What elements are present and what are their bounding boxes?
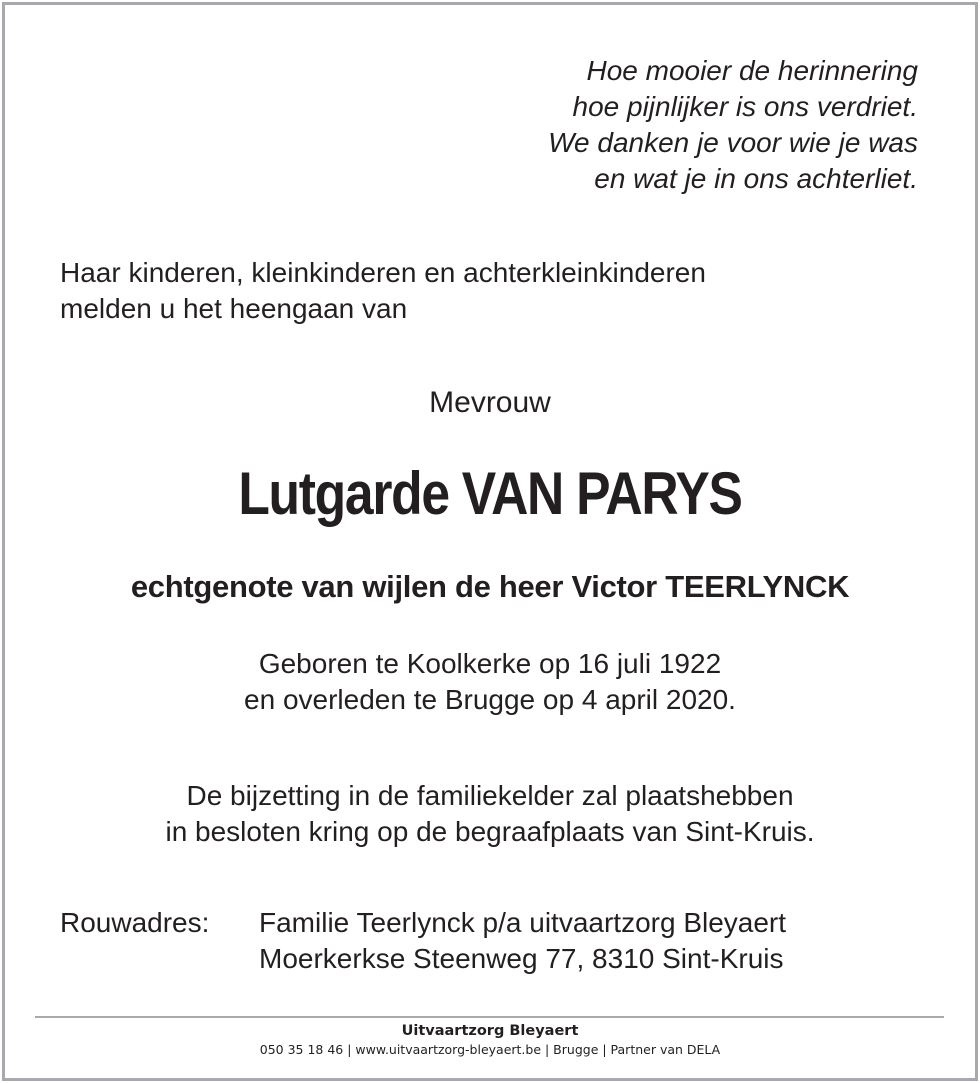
address-line: Familie Teerlynck p/a uitvaartzorg Bleyaert [259, 907, 787, 938]
address-label: Rouwadres: [60, 907, 210, 938]
announcement [60, 255, 706, 327]
poem-line: Hoe mooier de herinnering [586, 55, 918, 86]
death-line: en overleden te Brugge op 4 april 2020. [244, 684, 736, 715]
poem-line: hoe pijnlijker is ons verdriet. [572, 91, 918, 122]
burial-line: De bijzetting in de familiekelder zal plaatshebben [186, 780, 794, 811]
footer-contact: 050 35 18 46 | www.uitvaartzorg-bleyaert.be | Brugge | Partner van DELA [259, 1042, 721, 1057]
honorific: Mevrouw [429, 386, 551, 419]
memorial-poem [548, 53, 918, 197]
spouse-line: echtgenote van wijlen de heer Victor TEERLYNCK [130, 569, 850, 604]
burial-info [0, 778, 980, 850]
announcement-line: Haar kinderen, kleinkinderen en achterkleinkinderen [60, 257, 706, 288]
burial-line: in besloten kring op de begraafplaats van Sint-Kruis. [165, 816, 815, 847]
footer-divider [35, 1016, 944, 1018]
poem-line: We danken je voor wie je was [548, 127, 918, 158]
footer-company: Uitvaartzorg Bleyaert [401, 1023, 579, 1039]
birth-line: Geboren te Koolkerke op 16 juli 1922 [258, 648, 722, 679]
address-line: Moerkerkse Steenweg 77, 8310 Sint-Kruis [259, 943, 784, 974]
poem-line: en wat je in ons achterliet. [594, 163, 918, 194]
life-dates [0, 646, 980, 718]
announcement-line: melden u het heengaan van [60, 293, 408, 324]
deceased-name: Lutgarde VAN PARYS [238, 460, 742, 527]
address-lines [259, 905, 786, 977]
